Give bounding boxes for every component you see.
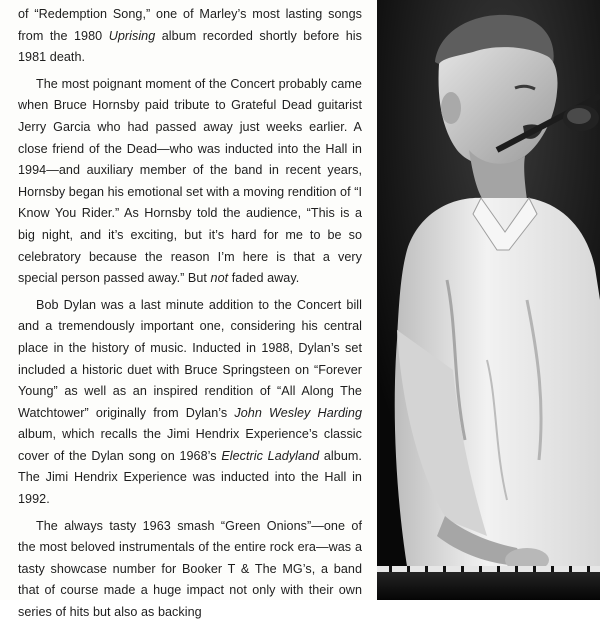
article-text: [18, 4, 362, 629]
text-run: of “Redemption Song,” one of Marley’s most lasting songs from the 1980: [18, 7, 362, 43]
paragraph-marley: [18, 4, 362, 69]
text-run: The always tasty 1963 smash “Green Onions”—one of the most beloved instrumentals of the entire rock era—was a tasty showcase number for Booker T & The MG’s, a band that of course made a huge impact not only with their own series of hits but also as backing: [18, 518, 362, 620]
ear: [441, 92, 461, 124]
paragraph-hornsby: [18, 74, 362, 290]
text-run: album, which recalls the Jimi Hendrix Experience’s classic cover of the Dylan song on 1968’s: [18, 427, 362, 463]
piano-keys: [377, 566, 600, 572]
text-run: Bob Dylan was a last minute addition to the Concert bill and a tremendously important one, considering his central place in the history of music. Inducted in 1988, Dylan’s set included a historic duet with Bruce Springsteen on “Forever Young” as well as an inspired rendition of “All Along The Watchtower” originally from Dylan’s: [18, 297, 362, 420]
text-run: album. The Jimi Hendrix Experience was inducted into the Hall in 1992.: [18, 448, 362, 507]
text-run: album recorded shortly before his 1981 death.: [18, 28, 362, 65]
performer-photo: [377, 0, 600, 600]
microphone-icon: [563, 105, 599, 131]
performer-illustration: [377, 0, 600, 600]
paragraph-booker-t: [18, 516, 362, 624]
album-title-john-wesley-harding: John Wesley Harding: [234, 405, 362, 420]
text-run: The most poignant moment of the Concert probably came when Bruce Hornsby paid tribute to Grateful Dead guitarist Jerry Garcia who had passed away just weeks earlier. A close friend of the Dead—who was inducted into the Hall in 1994—and auxiliary member of the band in recent years, Hornsby began his emotional set with a moving rendition of “I Know You Rider.” As Hornsby told the audience, “This is a big night, and it’s exciting, but it’s hard for me to be so celebratory because the reason I’m here is that a very special person passed away.” But: [18, 76, 362, 286]
album-title-uprising: Uprising: [108, 28, 156, 43]
album-title-electric-ladyland: Electric Ladyland: [221, 448, 320, 463]
text-run: faded away.: [228, 271, 300, 286]
emphasis-not: not: [210, 271, 229, 286]
paragraph-dylan: [18, 295, 362, 511]
